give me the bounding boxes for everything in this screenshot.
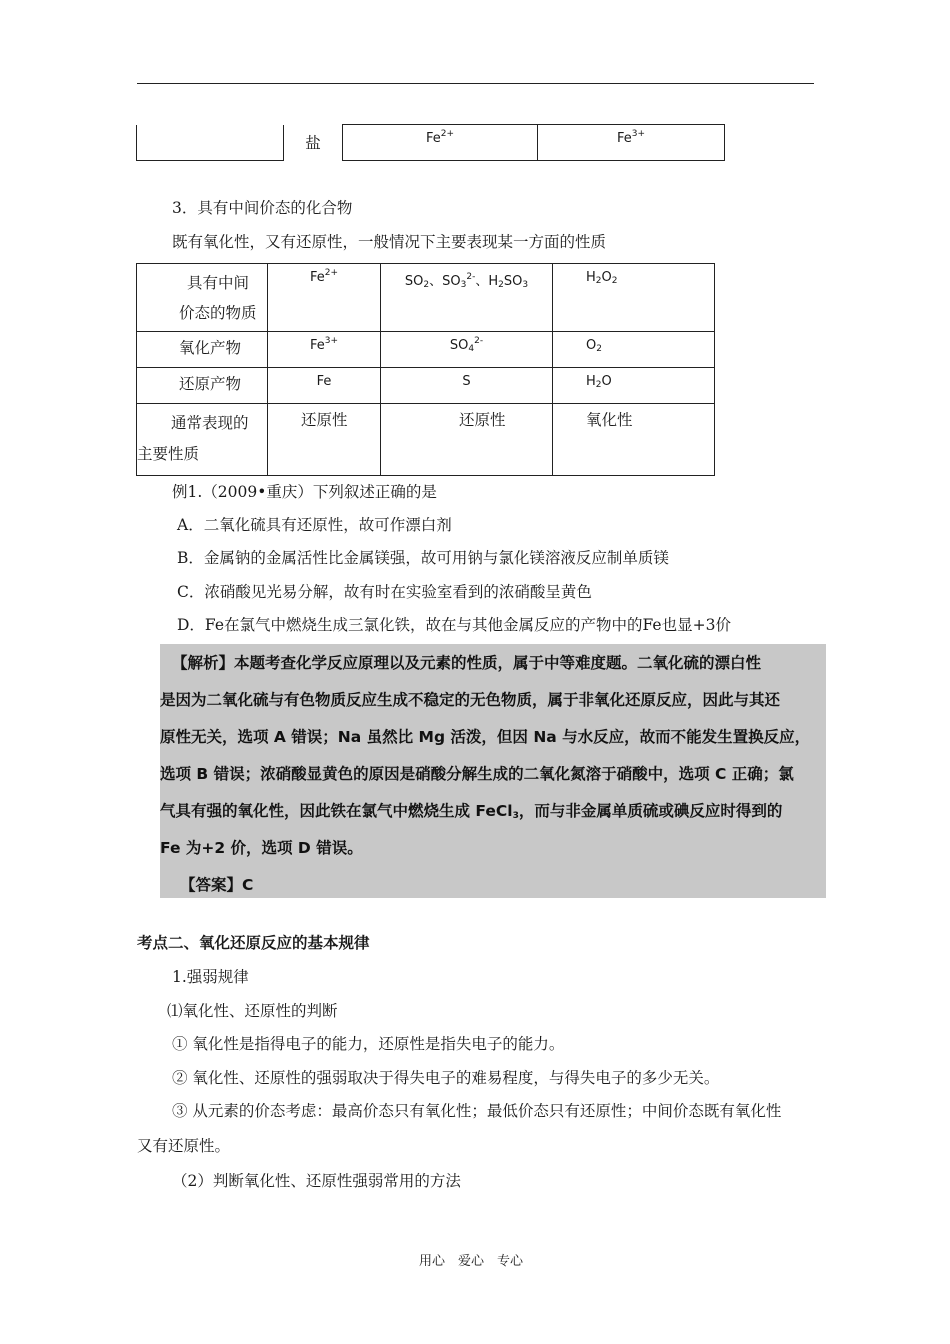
salt-fe3: $Fe^{3+}$	[538, 125, 725, 161]
main-oxidizing: 氧化性	[553, 404, 715, 476]
sub-methods: （2）判断氧化性、还原性强弱常用的方法	[172, 1172, 461, 1190]
main-reducing-1: 还原性	[268, 404, 381, 476]
option-b: B．金属钠的金属活性比金属镁强，故可用钠与氯化镁溶液反应制单质镁	[177, 549, 669, 567]
option-a: A．二氧化硫具有还原性，故可作漂白剂	[177, 516, 452, 534]
red-fe: Fe	[268, 368, 381, 404]
point-1: ① 氧化性是指得电子的能力，还原性是指失电子的能力。	[172, 1035, 565, 1053]
empty-cell	[137, 125, 284, 161]
main-property-line2: 主要性质	[137, 445, 200, 463]
salt-fe2: $Fe^{2+}$	[343, 125, 538, 161]
valence-table-fragment	[136, 124, 725, 161]
header-substance-line2: 价态的物质	[179, 304, 257, 322]
point-3-line2: 又有还原性。	[137, 1137, 231, 1155]
main-property-line1: 通常表现的	[171, 414, 249, 432]
option-c: C．浓硝酸见光易分解，故有时在实验室看到的浓硝酸呈黄色	[177, 583, 592, 601]
red-s: S	[381, 368, 553, 404]
analysis-line2: 是因为二氧化硫与有色物质反应生成不稳定的无色物质，属于非氧化还原反应，因此与其还	[160, 691, 781, 709]
header-rule	[137, 83, 814, 84]
section-kd2-title: 考点二、氧化还原反应的基本规律	[137, 934, 370, 952]
header-h2o2: $H_2O_2$	[553, 264, 715, 332]
main-property-label-cell	[137, 404, 268, 476]
red-h2o: $H_2O$	[553, 368, 715, 404]
ox-so4: $SO_4^{2-}$	[381, 332, 553, 368]
header-substance-line1: 具有中间	[187, 274, 250, 292]
example-question: 例1.（2009•重庆）下列叙述正确的是	[172, 483, 437, 501]
section3-intro: 既有氧化性，又有还原性，一般情况下主要表现某一方面的性质	[172, 233, 607, 251]
analysis-answer: 【答案】C	[180, 876, 254, 894]
header-substance-cell	[137, 264, 268, 332]
main-reducing-2: 还原性	[381, 404, 553, 476]
analysis-line5: 气具有强的氧化性，因此铁在氯气中燃烧生成 FeCl$_3$，而与非金属单质硫或碘反应时得到的	[160, 802, 783, 821]
sub-strength-rule: 1.强弱规律	[172, 968, 249, 986]
section3-title: 3．具有中间价态的化合物	[172, 199, 353, 217]
header-fe2: $Fe^{2+}$	[268, 264, 381, 332]
intermediate-valence-table	[136, 263, 715, 476]
salt-label: 盐	[284, 125, 343, 161]
analysis-box	[160, 644, 826, 898]
ox-o2: $O_2$	[553, 332, 715, 368]
page-footer: 用心 爱心 专心	[419, 1254, 524, 1269]
red-product-label: 还原产物	[137, 368, 268, 404]
analysis-line3: 原性无关，选项 A 错误；Na 虽然比 Mg 活泼，但因 Na 与水反应，故而不能发生置换反应，	[160, 728, 811, 746]
point-2: ② 氧化性、还原性的强弱取决于得失电子的难易程度，与得失电子的多少无关。	[172, 1069, 720, 1087]
header-sulfur-species: $SO_2$、$SO_3^{2-}$、$H_2SO_3$	[381, 264, 553, 332]
ox-fe3: $Fe^{3+}$	[268, 332, 381, 368]
analysis-line6: Fe 为+2 价，选项 D 错误。	[160, 839, 363, 857]
ox-product-label: 氧化产物	[137, 332, 268, 368]
analysis-line1: 【解析】本题考查化学反应原理以及元素的性质，属于中等难度题。二氧化硫的漂白性	[172, 654, 762, 672]
option-d: D．Fe在氯气中燃烧生成三氯化铁，故在与其他金属反应的产物中的Fe也显+3价	[177, 616, 731, 634]
analysis-line4: 选项 B 错误；浓硝酸显黄色的原因是硝酸分解生成的二氧化氮溶于硝酸中，选项 C 正确；氯	[160, 765, 794, 783]
point-3-line1: ③ 从元素的价态考虑：最高价态只有氧化性；最低价态只有还原性；中间价态既有氧化性	[172, 1102, 782, 1120]
sub-judgement: ⑴氧化性、还原性的判断	[167, 1002, 338, 1020]
